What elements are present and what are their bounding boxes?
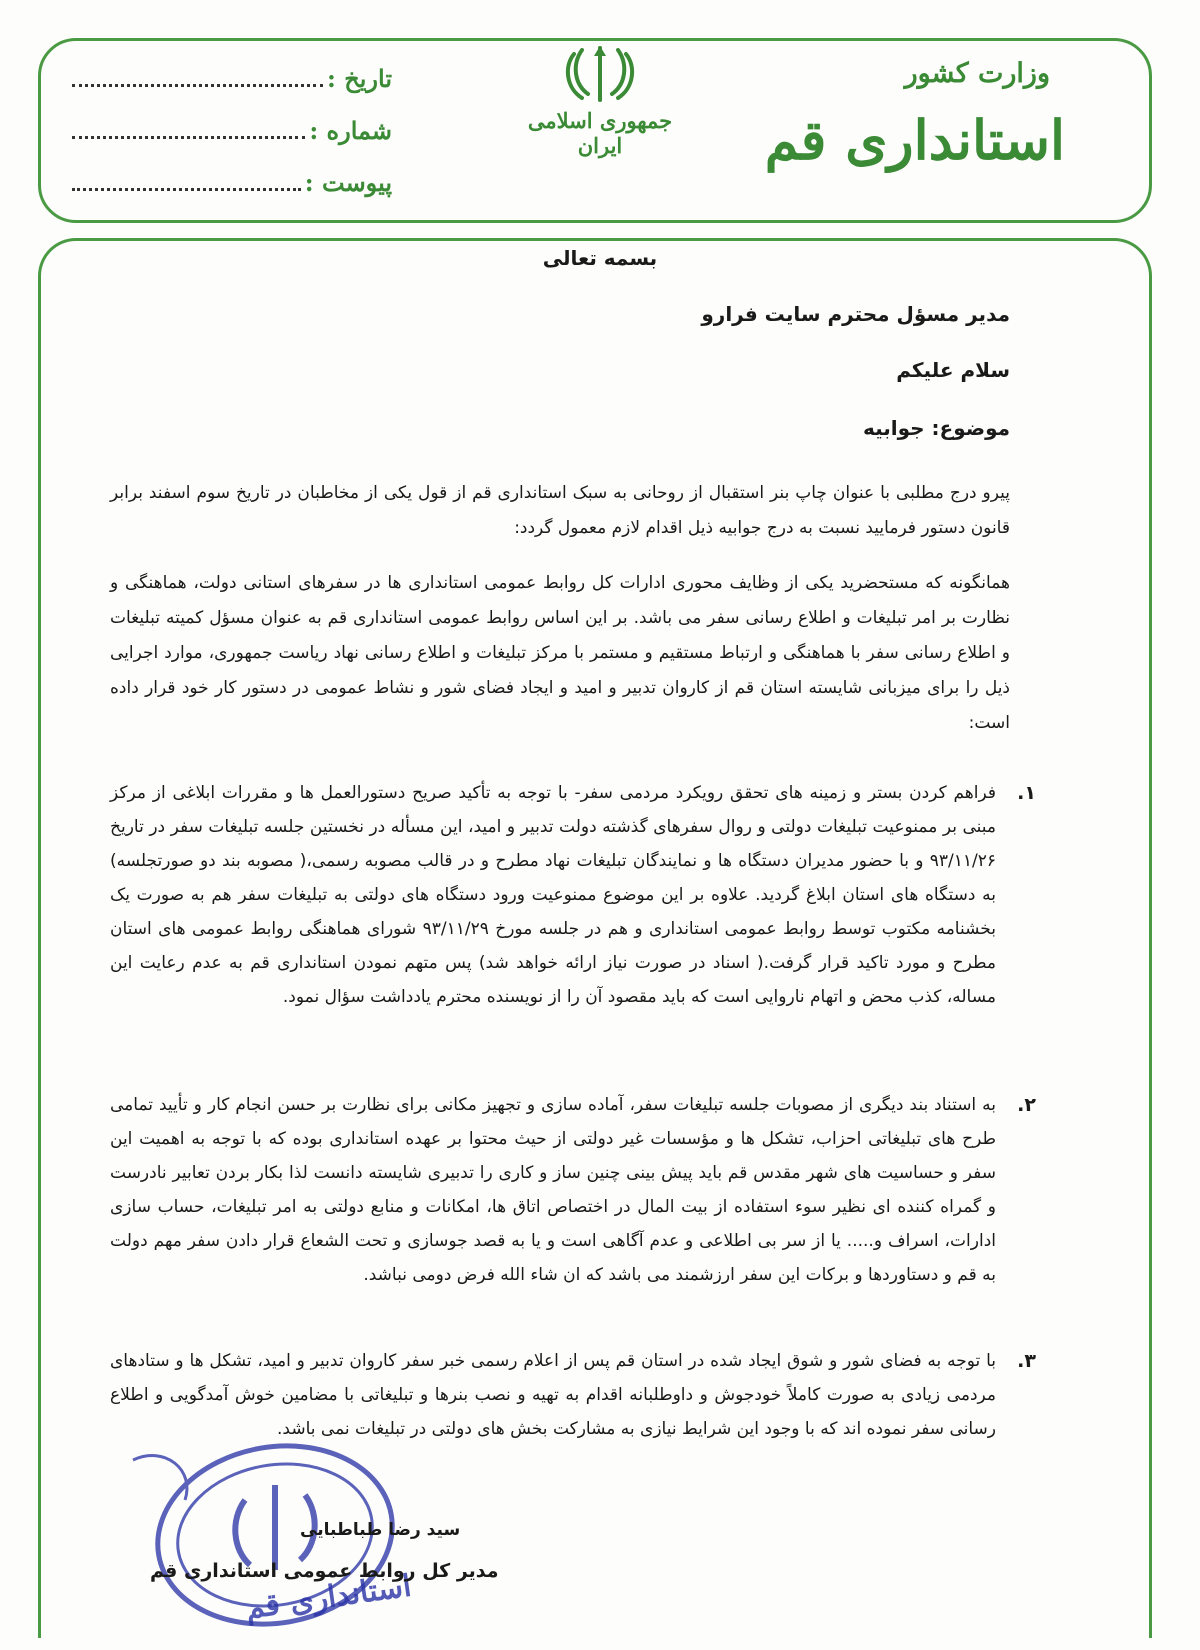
list-item	[110, 1088, 1036, 1292]
list-item-number: ۱.	[1017, 782, 1036, 804]
signature-name: سید رضا طباطبایی	[300, 1520, 461, 1540]
date-field	[72, 64, 392, 102]
republic-caption: جمهوری اسلامی ایران	[527, 108, 673, 158]
list-item-text: با توجه به فضای شور و شوق ایجاد شده در استان قم پس از اعلام رسمی خبر سفر کاروان تدبیر و امید، تشکل ها و ستادهای مردمی زیادی به صورت کاملاً خودجوش و داوطلبانه اقدام به تهیه و نصب بنرها و تبلیغاتی با مضامین خوش آمدگویی و اطلاع رسانی سفر نموده اند که با وجود این شرایط نیازی به مشارکت بخش های دولتی در تبلیغات نمی باشد.	[110, 1351, 996, 1439]
iran-emblem-icon	[560, 44, 640, 106]
number-dotted-line	[72, 119, 305, 139]
signature-title: مدیر کل روابط عمومی استانداری قم	[150, 1560, 499, 1582]
main-paragraph: همانگونه که مستحضرید یکی از وظایف محوری ادارات کل روابط عمومی استانداری ها در سفرهای استانی دولت، هماهنگی و نظارت بر امر تبلیغات و اطلاع رسانی سفر می باشد. بر این اساس روابط عمومی استانداری قم به عنوان مسؤل کمیته تبلیغات و اطلاع رسانی سفر با هماهنگی و ارتباط مستقیم و مستمر با مرکز تبلیغات و اطلاع رسانی نهاد ریاست جمهوری، موارد اجرایی ذیل را برای میزبانی شایسته استان قم از کاروان تدبیر و امید و ایجاد فضای شور و نشاط عمومی در دستور کار خود قرار داده است:	[110, 573, 1010, 733]
subject-line: موضوع: جوابیه	[862, 416, 1010, 440]
date-dotted-line	[72, 67, 323, 87]
list-item-text: به استناد بند دیگری از مصوبات جلسه تبلیغات سفر، آماده سازی و تجهیز مکانی برای نظارت بر حسن انجام کار و تأیید تمامی طرح های تبلیغاتی احزاب، تشکل ها و مؤسسات غیر دولتی از حیث محتوا بر عهده استانداری بوده که با توجه به اهمیت این سفر و حساسیت های شهر مقدس قم باید پیش بینی چنین ساز و کاری را تدبیری شایسته دانست لذا بکار بردن تعابیر نادرست و گمراه کننده ای نظیر سوء استفاده از بیت المال در اختصاص اتاق ها، امکانات و منابع دولتی به امر تبلیغات، حساب سازی ادارات، اسراف و..... یا از سر بی اطلاعی و عدم آگاهی است و یا به قصد جوسازی و تحت الشعاع قرار دادن سفر مهم دولت به قم و دستاوردها و برکات این سفر ارزشمند می باشد که ان شاء الله فرض دومی نباشد.	[110, 1095, 996, 1285]
intro-paragraph: پیرو درج مطلبی با عنوان چاپ بنر استقبال از روحانی به سبک استانداری قم از قول یکی از مخاطبان در تاریخ سوم اسفند برابر قانون دستور فرمایید نسبت به درج جوابیه ذیل اقدام لازم معمول گردد:	[110, 483, 1010, 538]
list-item-number: ۳.	[1017, 1350, 1036, 1372]
attachment-dotted-line	[72, 171, 301, 191]
list-item	[110, 1344, 1036, 1446]
list-item-number: ۲.	[1017, 1094, 1036, 1116]
letter-title: بسمه تعالی	[542, 246, 658, 270]
ministry-name: وزارت کشور	[904, 58, 1050, 89]
list-item	[110, 776, 1036, 1014]
date-label: تاریخ :	[327, 64, 392, 93]
list-item-text: فراهم کردن بستر و زمینه های تحقق رویکرد مردمی سفر- با توجه به تأکید صریح دستورالعمل ها و مقررات ابلاغی از مرکز مبنی بر ممنوعیت تبلیغات دولتی و روال سفرهای گذشته دولت تدبیر و امید، این مسأله در نخستین جلسه تبلیغات سفر در تاریخ ۹۳/۱۱/۲۶ و با حضور مدیران دستگاه ها و نمایندگان تبلیغات نهاد مطرح و در قالب مصوبه رسمی،( مصوبه بند دو صورتجلسه) به دستگاه های استان ابلاغ گردید. علاوه بر این موضوع ممنوعیت ورود دستگاه های دولتی به تبلیغات سفر هم به صورت یک بخشنامه مکتوب توسط روابط عمومی استانداری و هم در جلسه مورخ ۹۳/۱۱/۲۹ شورای هماهنگی روابط عمومی های استان مطرح و مورد تاکید قرار گرفت.( اسناد در صورت نیاز ارائه خواهد شد) پس متهم نمودن استانداری قم به عدم رعایت این مساله، کذب محض و اتهام ناروایی است که باید مقصود آن را از نویسنده محترم یادداشت سؤال نمود.	[110, 783, 996, 1007]
number-field	[72, 116, 392, 154]
recipient-line: مدیر مسؤل محترم سایت فرارو	[701, 302, 1010, 326]
greeting-line: سلام علیکم	[896, 358, 1010, 382]
attachment-field	[72, 168, 392, 206]
attachment-label: پیوست :	[304, 168, 392, 197]
province-name: استانداری قم	[764, 108, 1065, 172]
number-label: شماره :	[309, 116, 392, 145]
stamp-label: استانداری قم	[243, 1568, 414, 1627]
